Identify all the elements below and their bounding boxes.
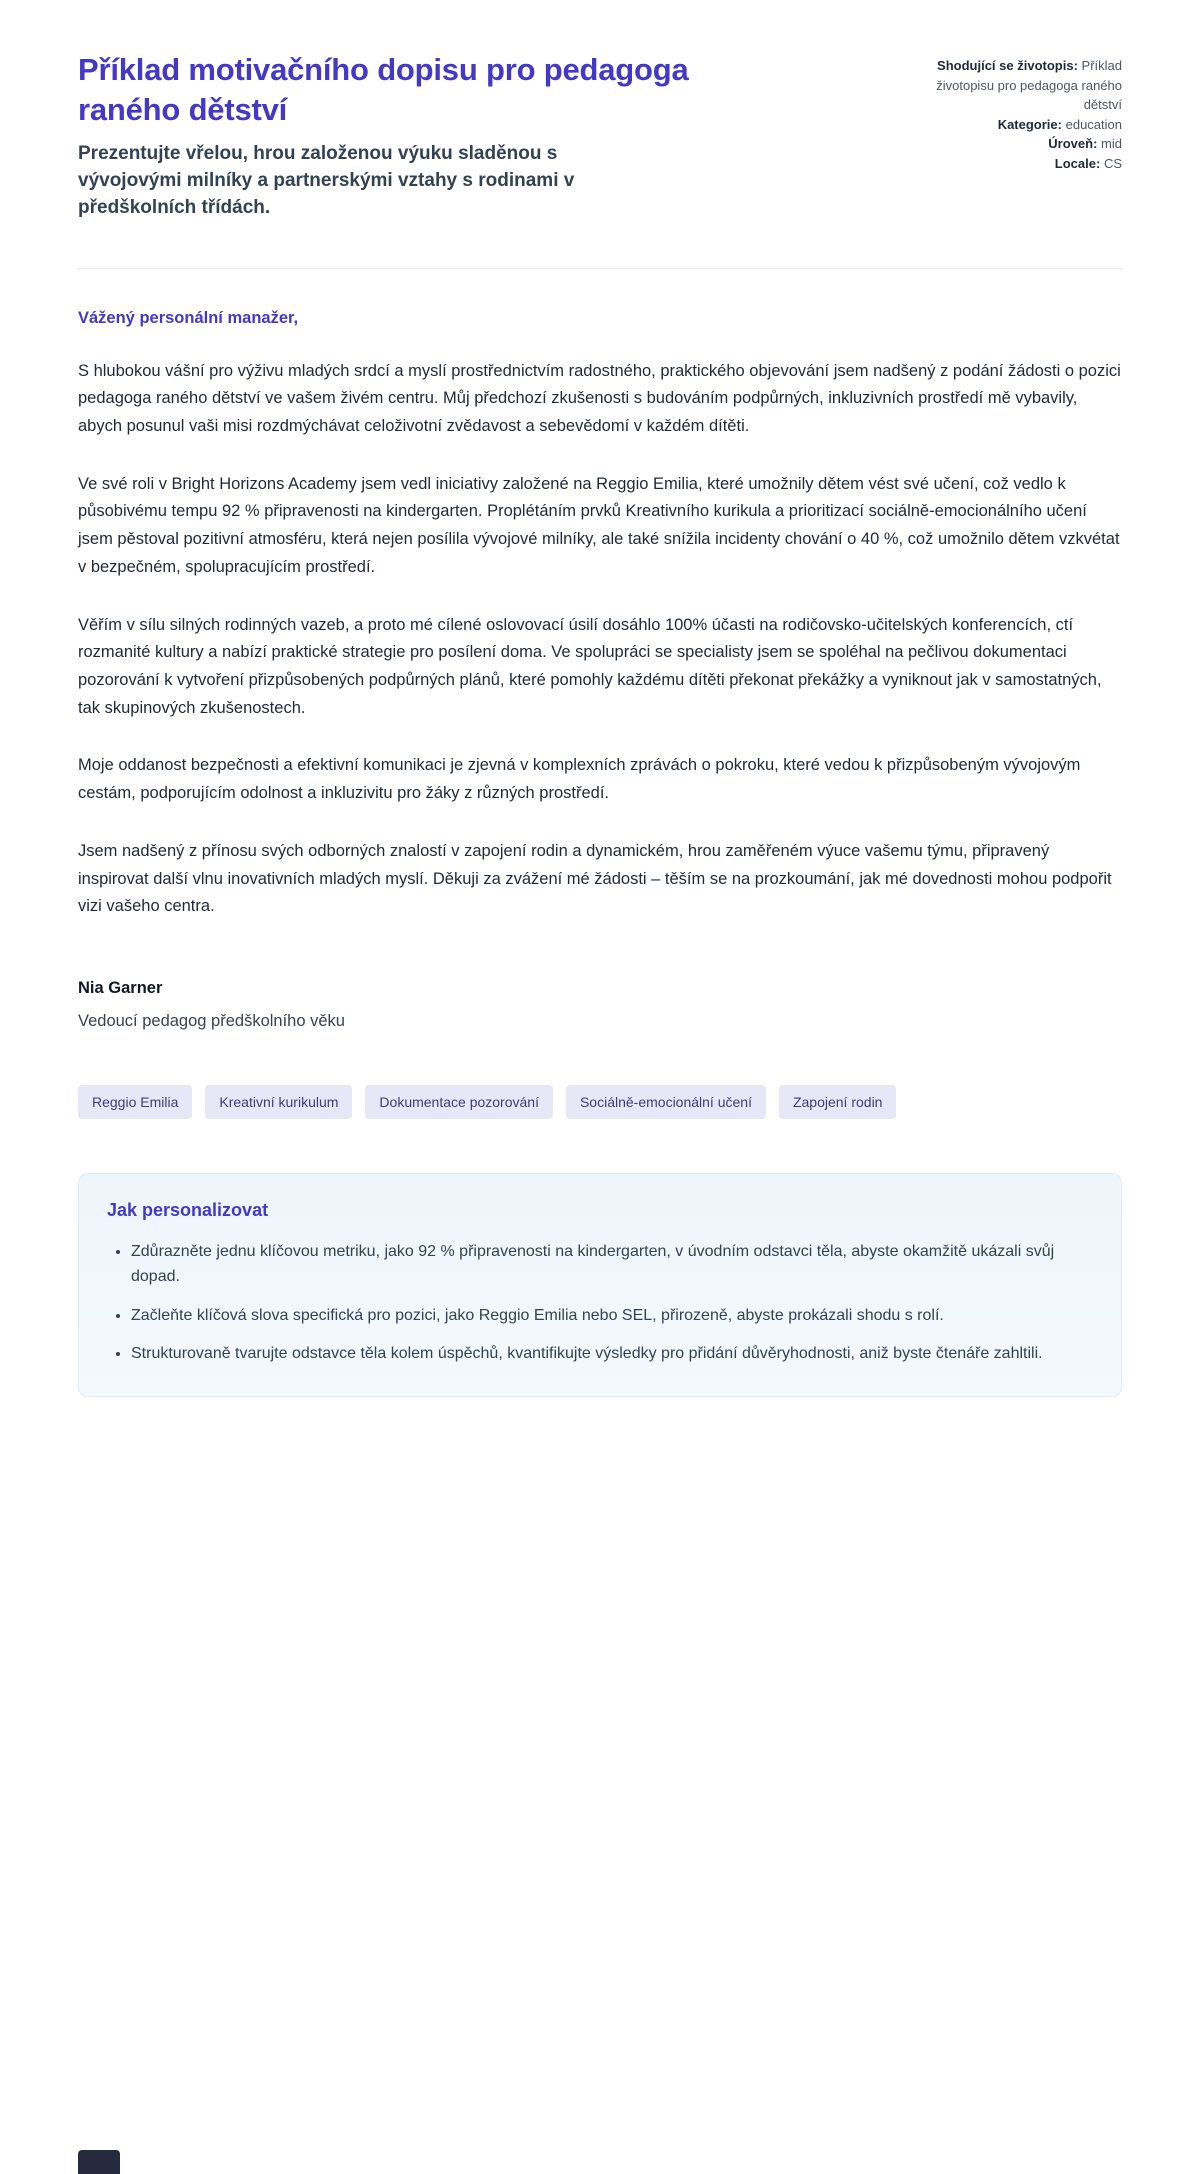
keyword-tag: Sociálně-emocionální učení [566, 1085, 766, 1119]
tip-item: • Strukturovaně tvarujte odstavce těla kolem úspěchů, kvantifikujte výsledky pro přidání důvěryhodnosti, aniž byste čtenáře zahltili. [131, 1341, 1061, 1366]
keyword-tags [78, 1085, 1122, 1119]
meta-row [907, 134, 1122, 154]
keyword-tag: Kreativní kurikulum [205, 1085, 352, 1119]
meta-label: Locale: [1054, 155, 1101, 171]
salutation: Vážený personální manažer, [78, 308, 299, 327]
tips-list [107, 1239, 1093, 1366]
keyword-tag: Reggio Emilia [78, 1085, 192, 1119]
meta-row [907, 154, 1122, 174]
page-title: Příklad motivačního dopisu pro pedagoga raného dětství [78, 52, 689, 128]
meta-label: Úroveň: [1048, 136, 1098, 151]
letter-paragraph: S hlubokou vášní pro výživu mladých srdcí a myslí prostřednictvím radostného, praktického objevování jsem nadšený z podání žádosti o pozici pedagoga raného dětství ve vašem živém centru. Můj předchozí zkušenosti s budováním podpůrných, inkluzivních prostředí mě vybavily, abych posunul vaši misi rozdmýchávat celoživotní zvědavost a sebevědomí v každém dítěti. [78, 361, 1121, 435]
meta-label: Kategorie: [997, 116, 1062, 132]
tips-box [78, 1173, 1122, 1397]
letter-paragraph: Moje oddanost bezpečnosti a efektivní komunikaci je zjevná v komplexních zprávách o pokroku, které vedou k přizpůsobeným vývojovým cestám, podporujícím odolnost a inkluzivitu pro žáky z různých prostředí. [78, 756, 1081, 803]
meta-row [907, 56, 1122, 115]
keyword-tag: Zapojení rodin [779, 1085, 897, 1119]
meta-value: mid [1101, 136, 1122, 151]
signature-title: Vedoucí pedagog předškolního věku [78, 1012, 345, 1030]
meta-value: education [1065, 116, 1122, 132]
tip-item: • Zdůrazněte jednu klíčovou metriku, jako 92 % připravenosti na kindergarten, v úvodním odstavci těla, abyste okamžitě ukázali svůj dopad. [131, 1239, 1061, 1290]
cover-letter [78, 309, 1122, 1032]
meta-value: CS [1103, 155, 1122, 171]
letter-paragraph: Jsem nadšený z přínosu svých odborných znalostí v zapojení rodin a dynamickém, hrou zaměřeném výuce vašemu týmu, připravený inspirovat další vlnu inovativních mladých myslí. Děkuji za zvážení mé žádosti – těším se na prozkoumání, jak mé dovednosti mohou podpořit vizi vašeho centra. [78, 841, 1112, 916]
tips-title: Jak personalizovat [107, 1200, 269, 1220]
tip-item: • Začleňte klíčová slova specifická pro pozici, jako Reggio Emilia nebo SEL, přirozeně, abyste prokázali shodu s rolí. [131, 1303, 1061, 1328]
page-subtitle: Prezentujte vřelou, hrou založenou výuku sladěnou s vývojovými milníky a partnerskými vztahy s rodinami v předškolních třídách. [78, 142, 575, 218]
signature-name: Nia Garner [78, 979, 163, 997]
letter-paragraph: Ve své roli v Bright Horizons Academy jsem vedl iniciativy založené na Reggio Emilia, které umožnily dětem vést své učení, což vedlo k působivému tempu 92 % připravenosti na kindergarten. Proplétáním prvků Kreativního kurikula a prioritizací sociálně-emocionálního učení jsem pěstoval pozitivní atmosféru, která nejen posílila vývojové milníky, ale také snížila incidenty chování o 40 %, což umožnilo dětem vzkvétat v bezpečném, spolupracujícím prostředí. [78, 474, 1120, 576]
meta-panel [907, 50, 1122, 173]
meta-value: Příklad životopisu pro pedagoga raného dětství [936, 58, 1122, 112]
letter-paragraph: Věřím v sílu silných rodinných vazeb, a proto mé cílené oslovovací úsilí dosáhlo 100% účasti na rodičovsko-učitelských konferencích, ctí rozmanité kultury a nabízí praktické strategie pro posílení doma. Ve spolupráci se specialisty jsem se spoléhal na pečlivou dokumentaci pozorování k vytvoření přizpůsobených podpůrných plánů, které pomohly každému dítěti překonat překážky a vyniknout jak v samostatných, tak skupinových zkušenostech. [78, 615, 1102, 717]
meta-label: Shodující se životopis: [937, 58, 1078, 73]
meta-row [907, 115, 1122, 135]
header [78, 50, 1122, 222]
title-block [78, 50, 698, 222]
keyword-tag: Dokumentace pozorování [365, 1085, 553, 1119]
header-divider [78, 268, 1122, 269]
footer-section-edge [78, 2150, 120, 2174]
letter-paragraphs [78, 358, 1122, 922]
